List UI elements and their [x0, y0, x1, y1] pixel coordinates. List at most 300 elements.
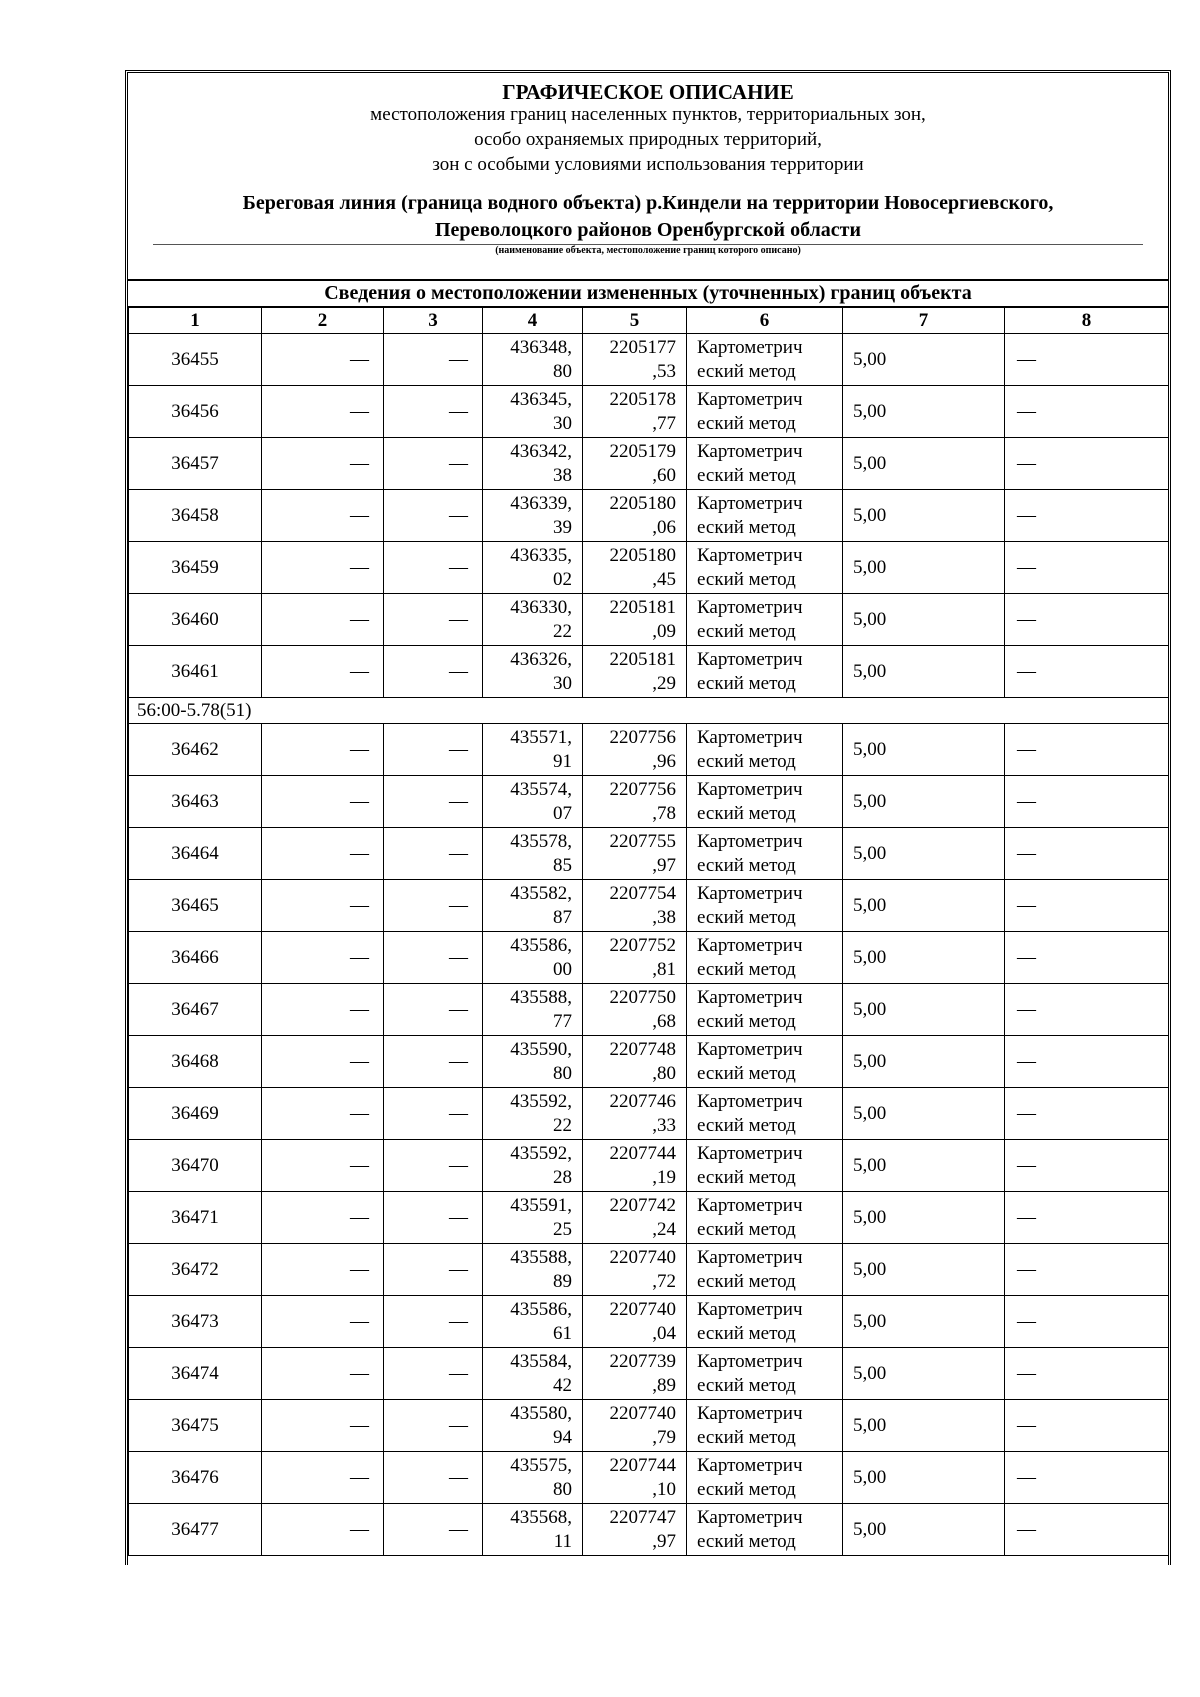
- coord-y-part: 2207746: [609, 1090, 676, 1112]
- empty-dash: —: [1005, 490, 1169, 542]
- empty-dash: —: [384, 438, 483, 490]
- coord-x-part: 80: [553, 1062, 572, 1084]
- empty-dash: —: [1005, 438, 1169, 490]
- accuracy: 5,00: [843, 542, 1005, 594]
- empty-dash: —: [384, 542, 483, 594]
- method: [687, 1504, 843, 1556]
- method: [687, 1036, 843, 1088]
- point-number: 36477: [129, 1504, 262, 1556]
- empty-dash: —: [384, 1088, 483, 1140]
- method-part: Картометрич: [697, 778, 803, 800]
- coord-x: [483, 1244, 583, 1296]
- object-name-line: Переволоцкого районов Оренбургской области: [434, 219, 862, 241]
- section-label: 56:00-5.78(51): [129, 698, 1169, 724]
- coord-y-part: 2207742: [609, 1194, 676, 1216]
- coord-y: [583, 1192, 687, 1244]
- coord-y: [583, 386, 687, 438]
- coord-y: [583, 1452, 687, 1504]
- accuracy: 5,00: [843, 1192, 1005, 1244]
- coord-x: [483, 1088, 583, 1140]
- accuracy: 5,00: [843, 724, 1005, 776]
- point-number: 36457: [129, 438, 262, 490]
- empty-dash: —: [384, 1348, 483, 1400]
- coord-y-part: 2207754: [609, 882, 676, 904]
- coord-y-part: 2207755: [609, 830, 676, 852]
- empty-dash: —: [262, 1036, 384, 1088]
- coord-x: [483, 1504, 583, 1556]
- method-part: еский метод: [697, 464, 796, 486]
- column-number: 4: [483, 307, 583, 334]
- coord-x-part: 435588,: [510, 1246, 572, 1268]
- object-note: (наименование объекта, местоположение границ которого описано): [495, 245, 801, 256]
- coord-y-part: 2205177: [609, 336, 676, 358]
- coord-x-part: 30: [553, 412, 572, 434]
- coord-x: [483, 386, 583, 438]
- empty-dash: —: [262, 594, 384, 646]
- coord-x-part: 435586,: [510, 934, 572, 956]
- empty-dash: —: [384, 1400, 483, 1452]
- coord-y-part: ,10: [652, 1478, 676, 1500]
- empty-dash: —: [262, 1452, 384, 1504]
- coord-x-part: 07: [553, 802, 572, 824]
- coord-y-part: ,24: [652, 1218, 676, 1240]
- empty-dash: —: [262, 490, 384, 542]
- coord-y-part: ,60: [652, 464, 676, 486]
- coord-y-part: ,33: [652, 1114, 676, 1136]
- table-row: [129, 724, 1169, 776]
- empty-dash: —: [384, 334, 483, 386]
- coord-y-part: ,78: [652, 802, 676, 824]
- coord-x: [483, 490, 583, 542]
- point-number: 36475: [129, 1400, 262, 1452]
- accuracy: 5,00: [843, 932, 1005, 984]
- coord-x-part: 435592,: [510, 1090, 572, 1112]
- coord-y: [583, 932, 687, 984]
- empty-dash: —: [262, 1296, 384, 1348]
- empty-dash: —: [1005, 1244, 1169, 1296]
- coord-y-part: 2207739: [609, 1350, 676, 1372]
- coord-y-part: 2207740: [609, 1402, 676, 1424]
- empty-dash: —: [262, 724, 384, 776]
- empty-dash: —: [1005, 1452, 1169, 1504]
- point-number: 36459: [129, 542, 262, 594]
- table-row: [129, 776, 1169, 828]
- coord-y-part: ,89: [652, 1374, 676, 1396]
- empty-dash: —: [262, 880, 384, 932]
- point-number: 36455: [129, 334, 262, 386]
- coord-y-part: 2205180: [609, 544, 676, 566]
- empty-dash: —: [262, 1192, 384, 1244]
- coord-x-part: 436339,: [510, 492, 572, 514]
- coord-y-part: 2207756: [609, 726, 676, 748]
- coord-y: [583, 1140, 687, 1192]
- point-number: 36464: [129, 828, 262, 880]
- coord-x: [483, 1348, 583, 1400]
- empty-dash: —: [384, 1036, 483, 1088]
- coord-y: [583, 776, 687, 828]
- method-part: Картометрич: [697, 726, 803, 748]
- empty-dash: —: [262, 1504, 384, 1556]
- coord-x: [483, 1036, 583, 1088]
- method: [687, 1192, 843, 1244]
- empty-dash: —: [262, 1400, 384, 1452]
- empty-dash: —: [384, 724, 483, 776]
- table-row: [129, 1452, 1169, 1504]
- point-number: 36468: [129, 1036, 262, 1088]
- coord-y-part: ,19: [652, 1166, 676, 1188]
- method-part: еский метод: [697, 1374, 796, 1396]
- empty-dash: —: [1005, 724, 1169, 776]
- point-number: 36461: [129, 646, 262, 698]
- coord-x-part: 80: [553, 1478, 572, 1500]
- empty-dash: —: [384, 880, 483, 932]
- table-row: [129, 1140, 1169, 1192]
- method-part: Картометрич: [697, 1454, 803, 1476]
- method-part: Картометрич: [697, 934, 803, 956]
- coord-y-part: ,97: [652, 854, 676, 876]
- accuracy: 5,00: [843, 1400, 1005, 1452]
- method: [687, 1140, 843, 1192]
- empty-dash: —: [384, 646, 483, 698]
- coord-x-part: 435592,: [510, 1142, 572, 1164]
- accuracy: 5,00: [843, 386, 1005, 438]
- method-part: еский метод: [697, 1270, 796, 1292]
- coord-y-part: 2205181: [609, 648, 676, 670]
- coord-y-part: 2207750: [609, 986, 676, 1008]
- method-part: еский метод: [697, 750, 796, 772]
- coord-y-part: 2205178: [609, 388, 676, 410]
- method: [687, 1400, 843, 1452]
- coord-x-part: 435578,: [510, 830, 572, 852]
- coord-y-part: ,09: [652, 620, 676, 642]
- coord-x-part: 94: [553, 1426, 572, 1448]
- method: [687, 1348, 843, 1400]
- coord-x-part: 436342,: [510, 440, 572, 462]
- table-row: [129, 984, 1169, 1036]
- table-row: [129, 932, 1169, 984]
- accuracy: 5,00: [843, 1036, 1005, 1088]
- method-part: еский метод: [697, 1218, 796, 1240]
- coord-x: [483, 932, 583, 984]
- empty-dash: —: [384, 932, 483, 984]
- accuracy: 5,00: [843, 1244, 1005, 1296]
- coord-x: [483, 984, 583, 1036]
- method-part: Картометрич: [697, 596, 803, 618]
- method-part: еский метод: [697, 620, 796, 642]
- method-part: Картометрич: [697, 830, 803, 852]
- column-number: 3: [384, 307, 483, 334]
- empty-dash: —: [262, 438, 384, 490]
- method-part: Картометрич: [697, 1194, 803, 1216]
- point-number: 36465: [129, 880, 262, 932]
- accuracy: 5,00: [843, 1452, 1005, 1504]
- coord-x-part: 80: [553, 360, 572, 382]
- coord-y: [583, 438, 687, 490]
- table-row: [129, 880, 1169, 932]
- coord-y-part: ,45: [652, 568, 676, 590]
- point-number: 36472: [129, 1244, 262, 1296]
- method-part: Картометрич: [697, 1246, 803, 1268]
- coord-x-part: 00: [553, 958, 572, 980]
- point-number: 36469: [129, 1088, 262, 1140]
- method: [687, 490, 843, 542]
- coord-x-part: 91: [553, 750, 572, 772]
- accuracy: 5,00: [843, 1140, 1005, 1192]
- empty-dash: —: [1005, 334, 1169, 386]
- coord-y-part: ,80: [652, 1062, 676, 1084]
- empty-dash: —: [384, 1140, 483, 1192]
- empty-dash: —: [262, 646, 384, 698]
- empty-dash: —: [262, 1088, 384, 1140]
- empty-dash: —: [1005, 1504, 1169, 1556]
- method: [687, 334, 843, 386]
- accuracy: 5,00: [843, 776, 1005, 828]
- coord-y: [583, 542, 687, 594]
- empty-dash: —: [262, 984, 384, 1036]
- coord-x: [483, 828, 583, 880]
- coord-x-part: 436345,: [510, 388, 572, 410]
- coord-x-part: 435588,: [510, 986, 572, 1008]
- method-part: еский метод: [697, 412, 796, 434]
- coord-x-part: 435590,: [510, 1038, 572, 1060]
- coord-y-part: 2207740: [609, 1246, 676, 1268]
- method-part: Картометрич: [697, 492, 803, 514]
- document-title: ГРАФИЧЕСКОЕ ОПИСАНИЕ: [502, 80, 794, 104]
- empty-dash: —: [384, 1504, 483, 1556]
- column-number: 8: [1005, 307, 1169, 334]
- coord-y: [583, 646, 687, 698]
- method-part: еский метод: [697, 568, 796, 590]
- accuracy: 5,00: [843, 1504, 1005, 1556]
- section-row: [129, 698, 1169, 724]
- empty-dash: —: [1005, 1088, 1169, 1140]
- empty-dash: —: [262, 1244, 384, 1296]
- coord-x-part: 39: [553, 516, 572, 538]
- method: [687, 932, 843, 984]
- coord-x: [483, 1192, 583, 1244]
- method-part: Картометрич: [697, 1402, 803, 1424]
- coord-x: [483, 438, 583, 490]
- subtitle-line: зон с особыми условиями использования территории: [432, 154, 864, 175]
- coord-y-part: 2205180: [609, 492, 676, 514]
- document-header: [128, 73, 1168, 279]
- point-number: 36474: [129, 1348, 262, 1400]
- empty-dash: —: [1005, 1348, 1169, 1400]
- coord-y: [583, 1036, 687, 1088]
- coord-y-part: 2207752: [609, 934, 676, 956]
- coord-x-part: 435584,: [510, 1350, 572, 1372]
- method-part: Картометрич: [697, 986, 803, 1008]
- point-number: 36471: [129, 1192, 262, 1244]
- empty-dash: —: [1005, 1400, 1169, 1452]
- empty-dash: —: [1005, 646, 1169, 698]
- method-part: Картометрич: [697, 1298, 803, 1320]
- section-title: Сведения о местоположении измененных (уточненных) границ объекта: [128, 279, 1168, 306]
- coord-x-part: 28: [553, 1166, 572, 1188]
- empty-dash: —: [262, 542, 384, 594]
- method-part: Картометрич: [697, 648, 803, 670]
- coord-x-part: 77: [553, 1010, 572, 1032]
- method: [687, 1244, 843, 1296]
- coord-y-part: ,79: [652, 1426, 676, 1448]
- object-name-line: Береговая линия (граница водного объекта) р.Киндели на территории Новосергиевского,: [242, 192, 1054, 214]
- method-part: еский метод: [697, 1166, 796, 1188]
- accuracy: 5,00: [843, 594, 1005, 646]
- column-number: 7: [843, 307, 1005, 334]
- point-number: 36476: [129, 1452, 262, 1504]
- table-row: [129, 1036, 1169, 1088]
- empty-dash: —: [1005, 594, 1169, 646]
- coord-y-part: ,38: [652, 906, 676, 928]
- method-part: еский метод: [697, 1114, 796, 1136]
- point-number: 36467: [129, 984, 262, 1036]
- method-part: еский метод: [697, 854, 796, 876]
- coord-y-part: 2205181: [609, 596, 676, 618]
- coord-x-part: 436326,: [510, 648, 572, 670]
- coord-y: [583, 1296, 687, 1348]
- accuracy: 5,00: [843, 1088, 1005, 1140]
- accuracy: 5,00: [843, 490, 1005, 542]
- coord-y-part: ,68: [652, 1010, 676, 1032]
- empty-dash: —: [1005, 1140, 1169, 1192]
- method-part: Картометрич: [697, 882, 803, 904]
- column-number: 6: [687, 307, 843, 334]
- table-row: [129, 594, 1169, 646]
- coord-y-part: 2207748: [609, 1038, 676, 1060]
- coord-y-part: 2205179: [609, 440, 676, 462]
- empty-dash: —: [262, 776, 384, 828]
- coord-y: [583, 1244, 687, 1296]
- method-part: еский метод: [697, 958, 796, 980]
- coord-y-part: 2207740: [609, 1298, 676, 1320]
- method: [687, 724, 843, 776]
- method-part: еский метод: [697, 1426, 796, 1448]
- empty-dash: —: [262, 1140, 384, 1192]
- table-row: [129, 334, 1169, 386]
- coord-x-part: 436335,: [510, 544, 572, 566]
- empty-dash: —: [1005, 386, 1169, 438]
- method-part: еский метод: [697, 1062, 796, 1084]
- empty-dash: —: [384, 828, 483, 880]
- empty-dash: —: [1005, 1296, 1169, 1348]
- empty-dash: —: [262, 932, 384, 984]
- coord-x-part: 85: [553, 854, 572, 876]
- coord-x-part: 30: [553, 672, 572, 694]
- empty-dash: —: [384, 594, 483, 646]
- table-row: [129, 1504, 1169, 1556]
- empty-dash: —: [384, 1296, 483, 1348]
- method-part: Картометрич: [697, 1038, 803, 1060]
- empty-dash: —: [1005, 828, 1169, 880]
- subtitle-line: особо охраняемых природных территорий,: [474, 129, 822, 150]
- coord-x: [483, 880, 583, 932]
- coord-y: [583, 490, 687, 542]
- coord-y: [583, 334, 687, 386]
- table-row: [129, 1192, 1169, 1244]
- coord-x: [483, 1140, 583, 1192]
- table-row: [129, 1088, 1169, 1140]
- coord-y-part: ,04: [652, 1322, 676, 1344]
- method: [687, 386, 843, 438]
- coord-x-part: 22: [553, 620, 572, 642]
- coord-y: [583, 1348, 687, 1400]
- coord-x: [483, 542, 583, 594]
- empty-dash: —: [1005, 776, 1169, 828]
- coord-x-part: 87: [553, 906, 572, 928]
- coord-y-part: ,06: [652, 516, 676, 538]
- method-part: еский метод: [697, 1010, 796, 1032]
- accuracy: 5,00: [843, 1296, 1005, 1348]
- method-part: еский метод: [697, 360, 796, 382]
- empty-dash: —: [384, 1192, 483, 1244]
- empty-dash: —: [384, 1244, 483, 1296]
- method: [687, 1452, 843, 1504]
- method-part: еский метод: [697, 802, 796, 824]
- coord-x: [483, 1452, 583, 1504]
- coord-y-part: ,72: [652, 1270, 676, 1292]
- point-number: 36458: [129, 490, 262, 542]
- coord-y: [583, 880, 687, 932]
- coord-y: [583, 724, 687, 776]
- subtitle-line: местоположения границ населенных пунктов, территориальных зон,: [370, 104, 926, 125]
- coord-y-part: 2207747: [609, 1506, 676, 1528]
- accuracy: 5,00: [843, 984, 1005, 1036]
- method-part: Картометрич: [697, 544, 803, 566]
- empty-dash: —: [1005, 1192, 1169, 1244]
- empty-dash: —: [384, 386, 483, 438]
- coord-x-part: 435574,: [510, 778, 572, 800]
- coord-x-part: 435575,: [510, 1454, 572, 1476]
- coord-y: [583, 984, 687, 1036]
- coord-x-part: 02: [553, 568, 572, 590]
- method-part: Картометрич: [697, 1090, 803, 1112]
- method-part: Картометрич: [697, 336, 803, 358]
- empty-dash: —: [384, 1452, 483, 1504]
- coord-x: [483, 1400, 583, 1452]
- accuracy: 5,00: [843, 828, 1005, 880]
- document-frame: [125, 70, 1171, 1565]
- empty-dash: —: [384, 490, 483, 542]
- accuracy: 5,00: [843, 334, 1005, 386]
- coord-x-part: 25: [553, 1218, 572, 1240]
- method-part: еский метод: [697, 1530, 796, 1552]
- coord-y-part: ,96: [652, 750, 676, 772]
- table-row: [129, 438, 1169, 490]
- method-part: еский метод: [697, 906, 796, 928]
- coord-y-part: 2207744: [609, 1454, 676, 1476]
- coord-x-part: 89: [553, 1270, 572, 1292]
- table-row: [129, 646, 1169, 698]
- table-row: [129, 1400, 1169, 1452]
- method-part: Картометрич: [697, 1350, 803, 1372]
- coord-x-part: 61: [553, 1322, 572, 1344]
- coord-x-part: 435586,: [510, 1298, 572, 1320]
- table-row: [129, 490, 1169, 542]
- point-number: 36466: [129, 932, 262, 984]
- coord-x: [483, 594, 583, 646]
- point-number: 36470: [129, 1140, 262, 1192]
- coord-x-part: 435568,: [510, 1506, 572, 1528]
- coord-x: [483, 334, 583, 386]
- method-part: Картометрич: [697, 388, 803, 410]
- method: [687, 828, 843, 880]
- coord-x-part: 22: [553, 1114, 572, 1136]
- method-part: Картометрич: [697, 1506, 803, 1528]
- accuracy: 5,00: [843, 646, 1005, 698]
- empty-dash: —: [384, 776, 483, 828]
- coord-x-part: 435591,: [510, 1194, 572, 1216]
- method: [687, 1088, 843, 1140]
